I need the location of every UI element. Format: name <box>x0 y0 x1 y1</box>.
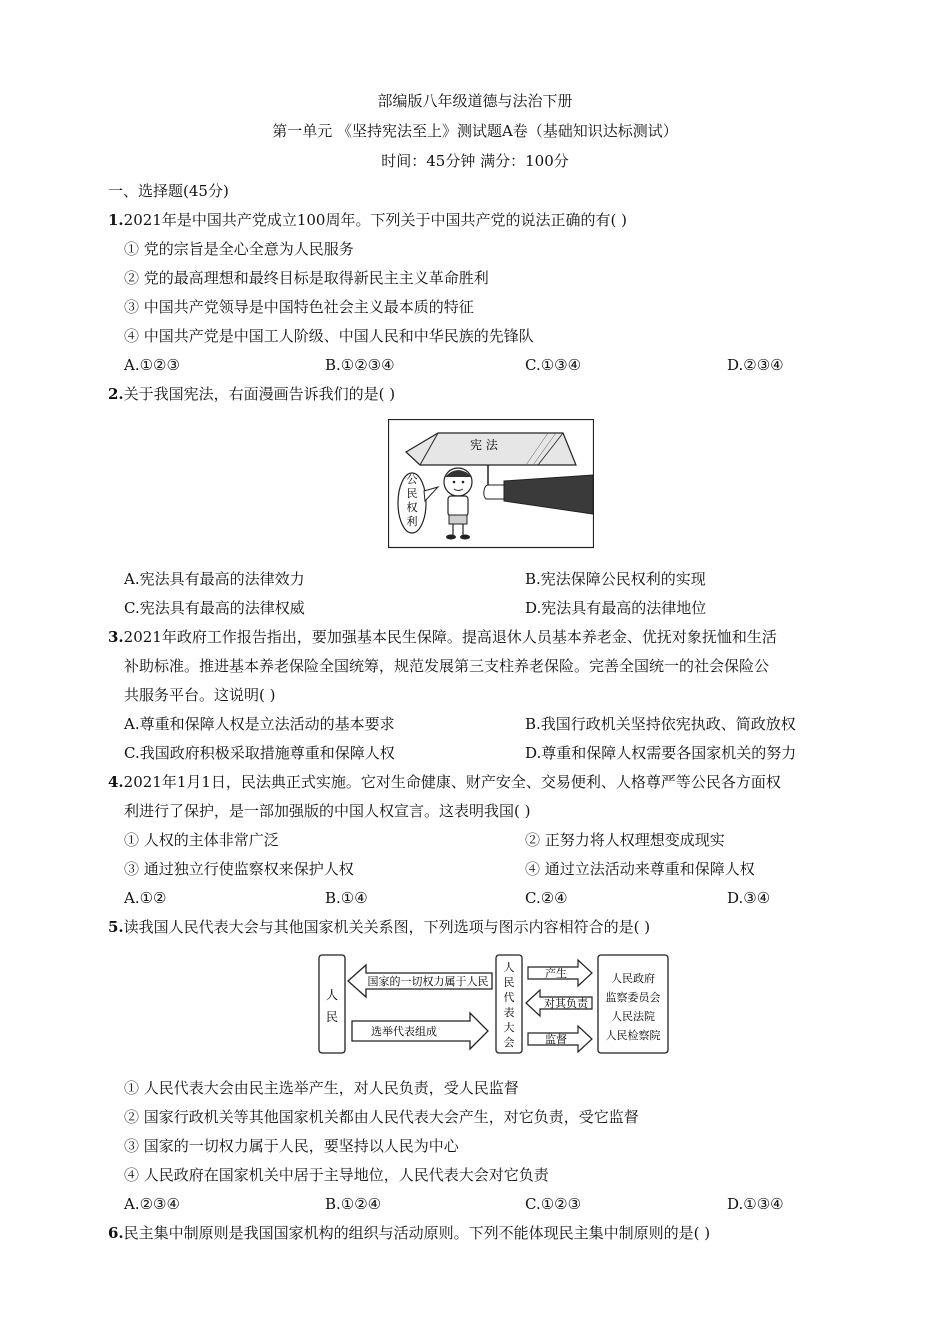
q5-statement-1: ① 人民代表大会由民主选举产生，对人民负责，受人民监督 <box>124 1079 519 1097</box>
diagram-npc-char-5: 大 <box>503 1021 515 1034</box>
q5-option-c: C.①②③ <box>525 1195 582 1213</box>
diagram-supervise-label: 监督 <box>545 1033 567 1046</box>
diagram-organ-supervisory: 监察委员会 <box>605 991 661 1004</box>
diagram-npc-char-6: 会 <box>503 1036 515 1049</box>
q4-option-a: A.①② <box>124 889 167 907</box>
q3-stem-line-3: 共服务平台。这说明( ) <box>124 686 276 704</box>
diagram-people-char-1: 人 <box>325 988 339 1002</box>
doc-subtitle: 第一单元 《坚持宪法至上》测试题A卷（基础知识达标测试） <box>272 122 678 140</box>
q3-stem-line-2: 补助标准。推进基本养老保险全国统筹，规范发展第三支柱养老保险。完善全国统一的社会保险公 <box>124 657 770 675</box>
q1-statement-1: ① 党的宗旨是全心全意为人民服务 <box>124 240 354 258</box>
q4-statement-3: ③ 通过独立行使监察权来保护人权 <box>124 860 354 878</box>
q4-statement-1: ① 人权的主体非常广泛 <box>124 831 279 849</box>
diagram-arrow-top-label: 国家的一切权力属于人民 <box>367 975 489 988</box>
q4-option-b: B.①④ <box>325 889 368 907</box>
diagram-arrow-bottom-label: 选举代表组成 <box>371 1025 437 1038</box>
doc-time-score: 时间：45分钟 满分：100分 <box>381 152 569 170</box>
q5-statement-2: ② 国家行政机关等其他国家机关都由人民代表大会产生，对它负责，受它监督 <box>124 1108 639 1126</box>
diagram-npc-char-2: 民 <box>503 976 515 989</box>
q2-option-a: A.宪法具有最高的法律效力 <box>124 570 305 588</box>
diagram-responsible-label: 对其负责 <box>544 997 588 1010</box>
q4-statement-4: ④ 通过立法活动来尊重和保障人权 <box>525 860 755 878</box>
diagram-organ-court: 人民法院 <box>611 1010 655 1023</box>
q3-option-c: C.我国政府积极采取措施尊重和保障人权 <box>124 744 395 762</box>
q5-statement-3: ③ 国家的一切权力属于人民，要坚持以人民为中心 <box>124 1137 459 1155</box>
diagram-organ-procuratorate: 人民检察院 <box>605 1029 661 1042</box>
q2-stem: 2.关于我国宪法，右面漫画告诉我们的是( ) <box>108 385 396 403</box>
q5-option-a: A.②③④ <box>124 1195 180 1213</box>
q1-statement-2: ② 党的最高理想和最终目标是取得新民主主义革命胜利 <box>124 269 489 287</box>
q4-option-c: C.②④ <box>525 889 568 907</box>
q3-option-d: D.尊重和保障人权需要各国家机关的努力 <box>525 744 797 762</box>
q2-option-b: B.宪法保障公民权利的实现 <box>525 570 706 588</box>
diagram-npc-char-3: 代 <box>503 991 515 1004</box>
cartoon-bubble-char-1: 公 <box>406 473 418 486</box>
cartoon-roof-label: 宪 法 <box>470 438 498 452</box>
q5-option-b: B.①②④ <box>325 1195 382 1213</box>
q1-option-b: B.①②③④ <box>325 356 395 374</box>
cartoon-bubble-char-3: 权 <box>406 501 418 514</box>
cartoon-bubble-char-2: 民 <box>406 487 418 500</box>
diagram-npc-char-4: 表 <box>503 1006 515 1019</box>
diagram-people-char-2: 民 <box>325 1010 339 1024</box>
q4-stem-line-2: 利进行了保护，是一部加强版的中国人权宣言。这表明我国( ) <box>124 802 531 820</box>
q3-option-a: A.尊重和保障人权是立法活动的基本要求 <box>124 715 395 733</box>
constitution-cartoon <box>388 419 594 549</box>
q5-option-d: D.①③④ <box>727 1195 784 1213</box>
doc-title: 部编版八年级道德与法治下册 <box>377 92 573 110</box>
cartoon-bubble-char-4: 利 <box>406 515 418 528</box>
q2-option-d: D.宪法具有最高的法律地位 <box>525 599 707 617</box>
q4-statement-2: ② 正努力将人权理想变成现实 <box>525 831 725 849</box>
diagram-produce-label: 产生 <box>545 967 567 980</box>
q5-stem: 5.读我国人民代表大会与其他国家机关关系图，下列选项与图示内容相符合的是( ) <box>108 918 651 936</box>
q5-statement-4: ④ 人民政府在国家机关中居于主导地位，人民代表大会对它负责 <box>124 1166 549 1184</box>
section-heading: 一、选择题(45分) <box>108 182 229 200</box>
q6-stem: 6.民主集中制原则是我国国家机构的组织与活动原则。下列不能体现民主集中制原则的是( ) <box>108 1224 711 1242</box>
q4-stem-line-1: 4.2021年1月1日，民法典正式实施。它对生命健康、财产安全、交易便利、人格尊严等公民各方面权 <box>108 773 781 791</box>
q1-option-c: C.①③④ <box>525 356 582 374</box>
diagram-organ-government: 人民政府 <box>611 972 655 985</box>
q3-stem-line-1: 3.2021年政府工作报告指出，要加强基本民生保障。提高退休人员基本养老金、优抚对象抚恤和生活 <box>108 628 777 646</box>
diagram-npc-char-1: 人 <box>503 961 515 974</box>
q2-option-c: C.宪法具有最高的法律权威 <box>124 599 305 617</box>
q1-statement-3: ③ 中国共产党领导是中国特色社会主义最本质的特征 <box>124 298 474 316</box>
q1-option-d: D.②③④ <box>727 356 784 374</box>
npc-relationship-diagram <box>316 951 672 1059</box>
q3-option-b: B.我国行政机关坚持依宪执政、简政放权 <box>525 715 796 733</box>
q4-option-d: D.③④ <box>727 889 771 907</box>
q1-option-a: A.①②③ <box>124 356 180 374</box>
q1-statement-4: ④ 中国共产党是中国工人阶级、中国人民和中华民族的先锋队 <box>124 327 534 345</box>
q1-stem: 1.2021年是中国共产党成立100周年。下列关于中国共产党的说法正确的有( ) <box>108 211 627 229</box>
